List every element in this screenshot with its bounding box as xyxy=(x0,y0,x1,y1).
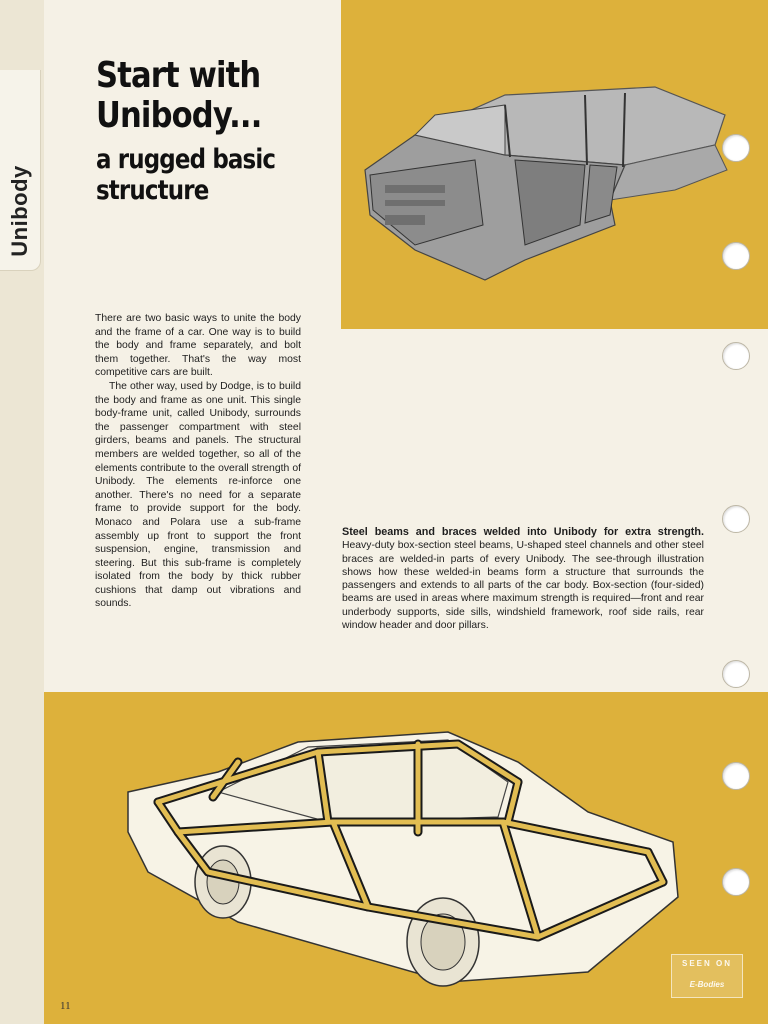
subheadline-line-1: a rugged basic xyxy=(96,144,276,175)
watermark-logo xyxy=(671,954,743,998)
watermark-line-1: SEEN ON xyxy=(681,959,732,968)
headline-line-1: Start with xyxy=(96,55,261,96)
body-text xyxy=(95,312,301,611)
section-tab-label: Unibody xyxy=(7,165,32,257)
body-paragraph: The other way, used by Dodge, is to build the body and frame as one unit. This single body-frame unit, called Unibody, surrounds the passenger compartment with steel girders, beams and panels. The structural members are welded together, so all of the elements contribute to the overall strength of Unibody. The elements re-inforce one another. There's no need for a separate frame to provide support for the body. Monaco and Polara use a sub-frame assembly up front to support the front suspension, engine, transmission and steering. But this sub-frame is completely isolated from the body by thick rubber cushions that damp out vibrations and sounds. xyxy=(95,380,301,610)
unibody-beams-illustration xyxy=(118,722,683,1004)
page-number: 11 xyxy=(60,1000,71,1012)
body-paragraph: There are two basic ways to unite the body and the frame of a car. One way is to build the body and frame separately, and bolt them together. That's the way most competitive cars are built. xyxy=(95,313,301,379)
binder-hole xyxy=(722,342,750,370)
headline xyxy=(96,56,336,206)
section-tab[interactable] xyxy=(0,70,41,271)
headline-line-2: Unibody... xyxy=(96,95,262,136)
illustration-caption xyxy=(342,526,704,632)
binder-hole xyxy=(722,134,750,162)
binder-hole xyxy=(722,868,750,896)
binder-hole xyxy=(722,660,750,688)
caption-text: Heavy-duty box-section steel beams, U-shaped steel channels and other steel braces are welded-in parts of every Unibody. The see-through illustration shows how these welded-in beams form a structure that surrounds the passengers and extends to all parts of the car body. Box-section (four-sided) beams are used in areas where maximum strength is required—front and rear underbody supports, side sills, windshield framework, roof side rails, rear window header and door pillars. xyxy=(342,540,704,632)
binder-hole xyxy=(722,762,750,790)
subheadline-line-2: structure xyxy=(96,175,209,206)
unibody-shell-illustration xyxy=(355,75,735,290)
binder-hole xyxy=(722,242,750,270)
binder-hole xyxy=(722,505,750,533)
caption-heading: Steel beams and braces welded into Unibody for extra strength. xyxy=(342,526,704,538)
watermark-line-2: E-Bodies xyxy=(689,980,725,989)
